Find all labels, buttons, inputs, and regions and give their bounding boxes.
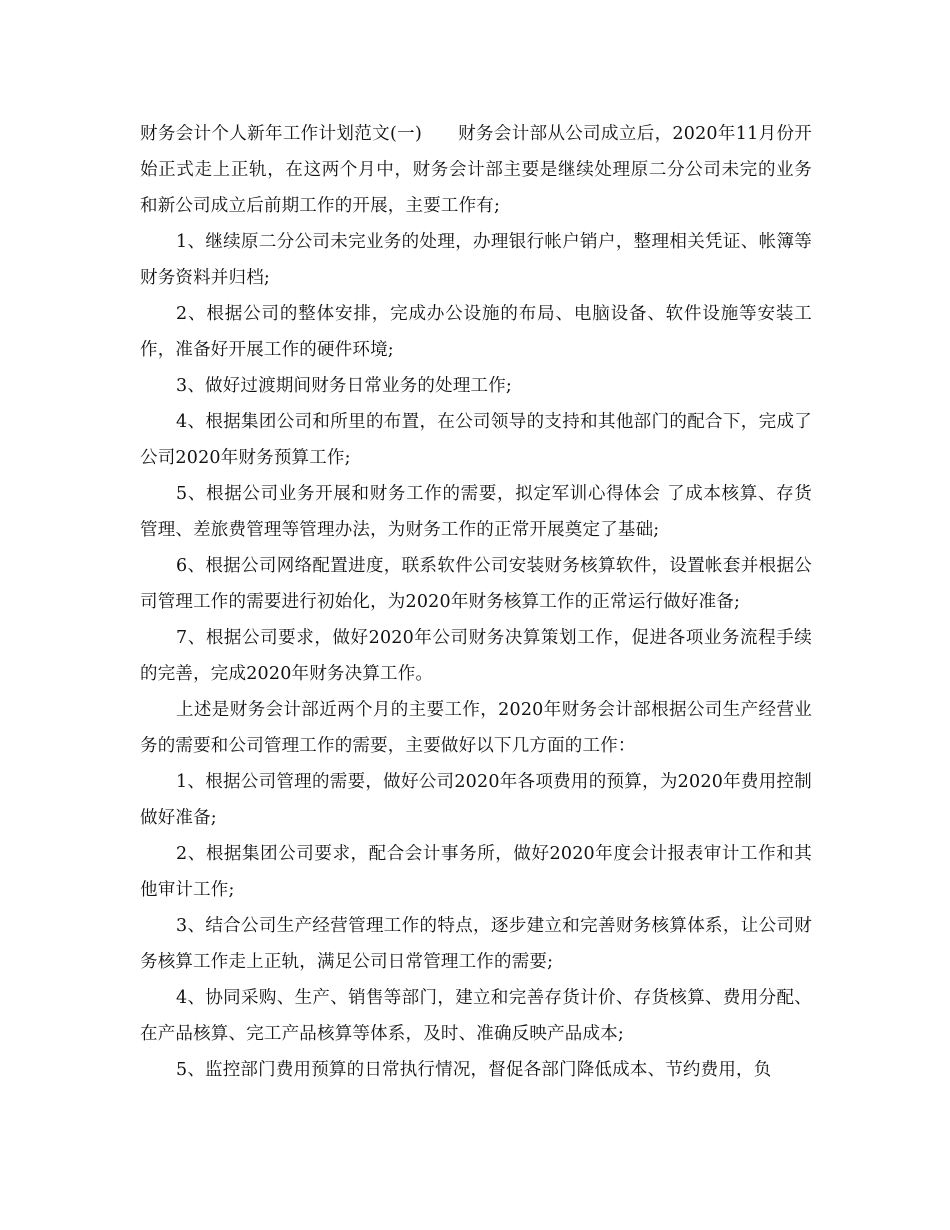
list-item: 4、根据集团公司和所里的布置，在公司领导的支持和其他部门的配合下，完成了公司2020年财务预算工作; [140, 412, 812, 468]
list-item: 2、根据集团公司要求，配合会计事务所，做好2020年度会计报表审计工作和其他审计工作; [140, 844, 812, 900]
list-item: 3、结合公司生产经营管理工作的特点，逐步建立和完善财务核算体系，让公司财务核算工作走上正轨，满足公司日常管理工作的需要; [140, 916, 812, 972]
transition-paragraph: 上述是财务会计部近两个月的主要工作，2020年财务会计部根据公司生产经营业务的需要和公司管理工作的需要，主要做好以下几方面的工作： [140, 700, 812, 756]
list-item: 3、做好过渡期间财务日常业务的处理工作; [176, 376, 513, 396]
document-body [140, 116, 812, 1088]
intro-text: 财务会计部从公司成立后，2020年11月份开始正式走上正轨，在这两个月中，财务会计部主要是继续处理原二分公司未完的业务和新公司成立后前期工作的开展，主要工作有; [140, 124, 813, 216]
list-item: 4、协同采购、生产、销售等部门，建立和完善存货计价、存货核算、费用分配、在产品核算、完工产品核算等体系，及时、准确反映产品成本; [140, 988, 812, 1044]
list-item: 5、根据公司业务开展和财务工作的需要，拟定军训心得体会 了成本核算、存货管理、差旅费管理等管理办法，为财务工作的正常开展奠定了基础; [140, 484, 812, 540]
list-item: 1、继续原二分公司未完业务的处理，办理银行帐户销户，整理相关凭证、帐簿等财务资料并归档; [140, 232, 812, 288]
intro-paragraph [140, 116, 812, 224]
list-item: 6、根据公司网络配置进度，联系软件公司安装财务核算软件，设置帐套并根据公司管理工作的需要进行初始化，为2020年财务核算工作的正常运行做好准备; [140, 556, 812, 612]
document-title: 财务会计个人新年工作计划范文(一) [140, 124, 423, 144]
list-item: 7、根据公司要求，做好2020年公司财务决算策划工作，促进各项业务流程手续的完善，完成2020年财务决算工作。 [140, 628, 812, 684]
list-item: 5、监控部门费用预算的日常执行情况，督促各部门降低成本、节约费用，负 [176, 1060, 772, 1080]
list-item: 2、根据公司的整体安排，完成办公设施的布局、电脑设备、软件设施等安装工作，准备好开展工作的硬件环境; [140, 304, 812, 360]
list-item: 1、根据公司管理的需要，做好公司2020年各项费用的预算，为2020年费用控制做好准备; [140, 772, 812, 828]
